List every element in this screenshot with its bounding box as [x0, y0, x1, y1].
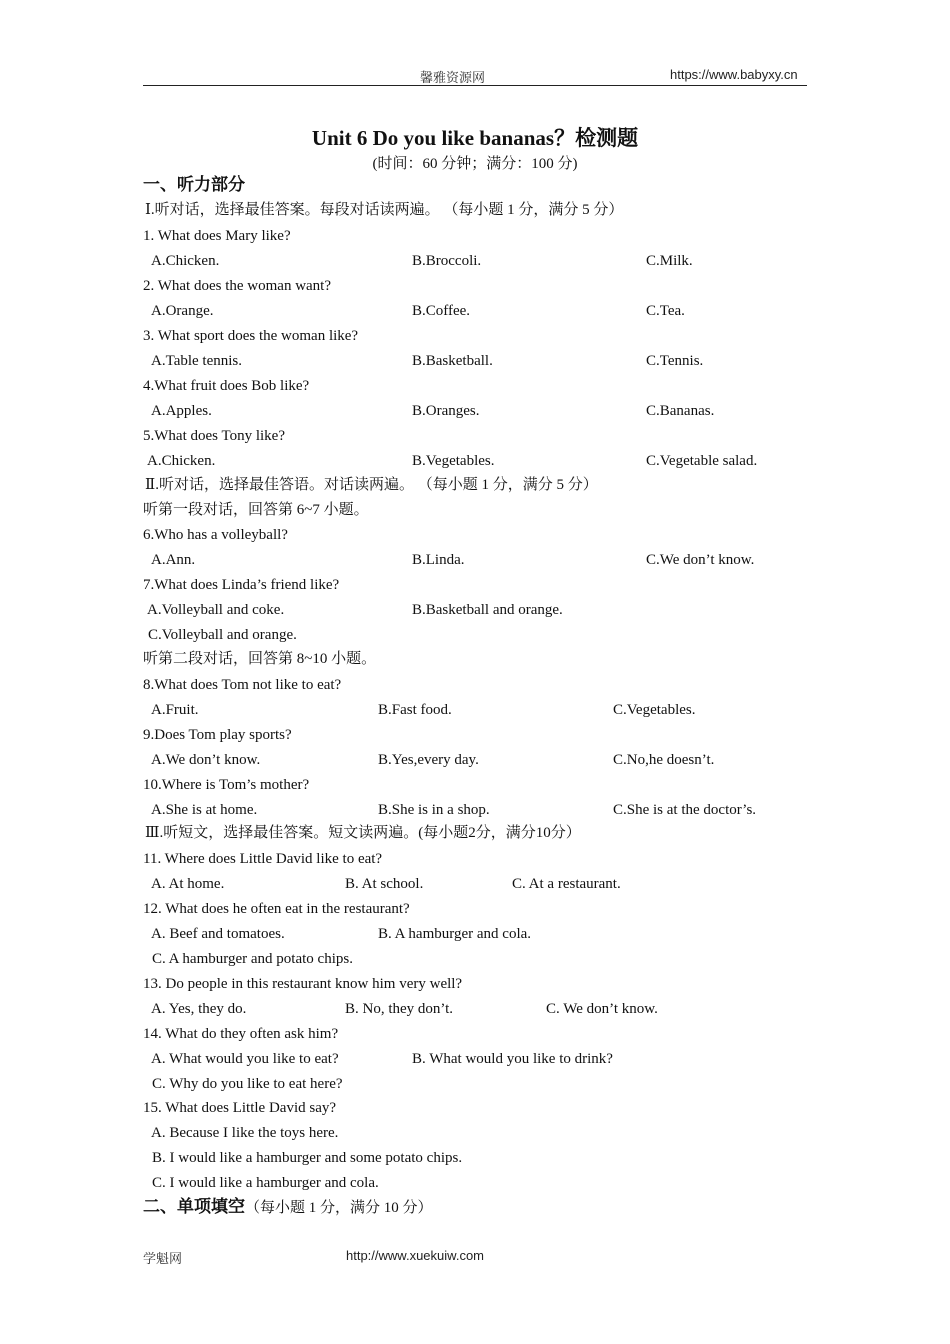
- dialog1-note: 听第一段对话，回答第 6~7 小题。: [143, 502, 369, 518]
- section-heading-single-choice: [143, 1197, 433, 1218]
- option-a: A. Yes, they do.: [151, 1001, 247, 1017]
- question-text: 10.Where is Tom’s mother?: [143, 777, 310, 793]
- footer-site-name: 学魁网: [143, 1251, 183, 1266]
- dialog2-note: 听第二段对话，回答第 8~10 小题。: [143, 651, 377, 667]
- option-b: B.Basketball.: [412, 353, 493, 369]
- option-a: A.Volleyball and coke.: [147, 602, 285, 618]
- option-b: B.Fast food.: [378, 702, 452, 718]
- question-text: 2. What does the woman want?: [143, 278, 332, 294]
- option-a: A. Beef and tomatoes.: [151, 926, 285, 942]
- option-a: A.Fruit.: [151, 702, 199, 718]
- option-c: C.Tennis.: [646, 353, 704, 369]
- option-b: B.Linda.: [412, 552, 465, 568]
- question-text: 9.Does Tom play sports?: [143, 727, 292, 743]
- part3-instruction: Ⅲ.听短文，选择最佳答案。短文读两遍。(每小题2分，满分10分）: [145, 825, 581, 841]
- option-c: C. We don’t know.: [546, 1001, 658, 1017]
- option-c: C. A hamburger and potato chips.: [152, 951, 353, 967]
- option-c: C.Vegetable salad.: [646, 453, 758, 469]
- option-a: A.Apples.: [151, 403, 212, 419]
- question-text: 13. Do people in this restaurant know him very well?: [143, 976, 463, 992]
- option-c: C. I would like a hamburger and cola.: [152, 1175, 379, 1191]
- question-text: 12. What does he often eat in the restaurant?: [143, 901, 410, 917]
- section2-note: （每小题 1 分，满分 10 分）: [245, 1200, 433, 1216]
- option-c: C.Milk.: [646, 253, 693, 269]
- option-c: C.Vegetables.: [613, 702, 696, 718]
- option-a: A.We don’t know.: [151, 752, 261, 768]
- option-b: B.Vegetables.: [412, 453, 495, 469]
- option-b: B. What would you like to drink?: [412, 1051, 613, 1067]
- option-a: A.Ann.: [151, 552, 196, 568]
- section2-heading: 二、单项填空: [143, 1197, 245, 1217]
- question-text: 3. What sport does the woman like?: [143, 328, 359, 344]
- question-text: 1. What does Mary like?: [143, 228, 291, 244]
- question-text: 4.What fruit does Bob like?: [143, 378, 310, 394]
- footer-url: http://www.xuekuiw.com: [346, 1248, 484, 1263]
- option-a: A.Table tennis.: [151, 353, 243, 369]
- option-b: B.She is in a shop.: [378, 802, 490, 818]
- question-text: 6.Who has a volleyball?: [143, 527, 288, 543]
- page-title: Unit 6 Do you like bananas？检测题: [311, 126, 639, 150]
- part1-instruction: Ⅰ.听对话，选择最佳答案。每段对话读两遍。 （每小题 1 分，满分 5 分）: [145, 202, 624, 218]
- option-b: B.Coffee.: [412, 303, 471, 319]
- option-c: C.Tea.: [646, 303, 685, 319]
- part2-instruction: Ⅱ.听对话，选择最佳答语。对话读两遍。 （每小题 1 分，满分 5 分）: [145, 477, 598, 493]
- option-c: C. Why do you like to eat here?: [152, 1076, 343, 1092]
- option-c: C.Bananas.: [646, 403, 715, 419]
- option-c: C.Volleyball and orange.: [148, 627, 297, 643]
- option-a: A.Orange.: [151, 303, 214, 319]
- option-b: B. No, they don’t.: [345, 1001, 454, 1017]
- option-a: A. Because I like the toys here.: [151, 1125, 339, 1141]
- option-b: B.Oranges.: [412, 403, 480, 419]
- option-b: B. I would like a hamburger and some potato chips.: [152, 1150, 463, 1166]
- option-a: A. At home.: [151, 876, 225, 892]
- option-c: C.No,he doesn’t.: [613, 752, 715, 768]
- option-a: A. What would you like to eat?: [151, 1051, 339, 1067]
- option-b: B.Basketball and orange.: [412, 602, 563, 618]
- option-b: B. A hamburger and cola.: [378, 926, 532, 942]
- option-c: C.She is at the doctor’s.: [613, 802, 757, 818]
- page-subtitle: (时间：60 分钟；满分：100 分): [372, 156, 578, 172]
- question-text: 7.What does Linda’s friend like?: [143, 577, 340, 593]
- option-a: A.She is at home.: [151, 802, 258, 818]
- header-site-name: 馨雅资源网: [420, 70, 486, 85]
- option-b: B.Yes,every day.: [378, 752, 479, 768]
- question-text: 11. Where does Little David like to eat?: [143, 851, 383, 867]
- question-text: 15. What does Little David say?: [143, 1100, 337, 1116]
- header-divider: [143, 85, 807, 86]
- option-b: B.Broccoli.: [412, 253, 482, 269]
- option-a: A.Chicken.: [151, 253, 220, 269]
- option-a: A.Chicken.: [147, 453, 216, 469]
- option-b: B. At school.: [345, 876, 424, 892]
- section-heading-listening: 一、听力部分: [143, 175, 245, 195]
- option-c: C.We don’t know.: [646, 552, 755, 568]
- question-text: 14. What do they often ask him?: [143, 1026, 339, 1042]
- question-text: 5.What does Tony like?: [143, 428, 285, 444]
- header-url: https://www.babyxy.cn: [670, 67, 798, 82]
- question-text: 8.What does Tom not like to eat?: [143, 677, 342, 693]
- option-c: C. At a restaurant.: [512, 876, 621, 892]
